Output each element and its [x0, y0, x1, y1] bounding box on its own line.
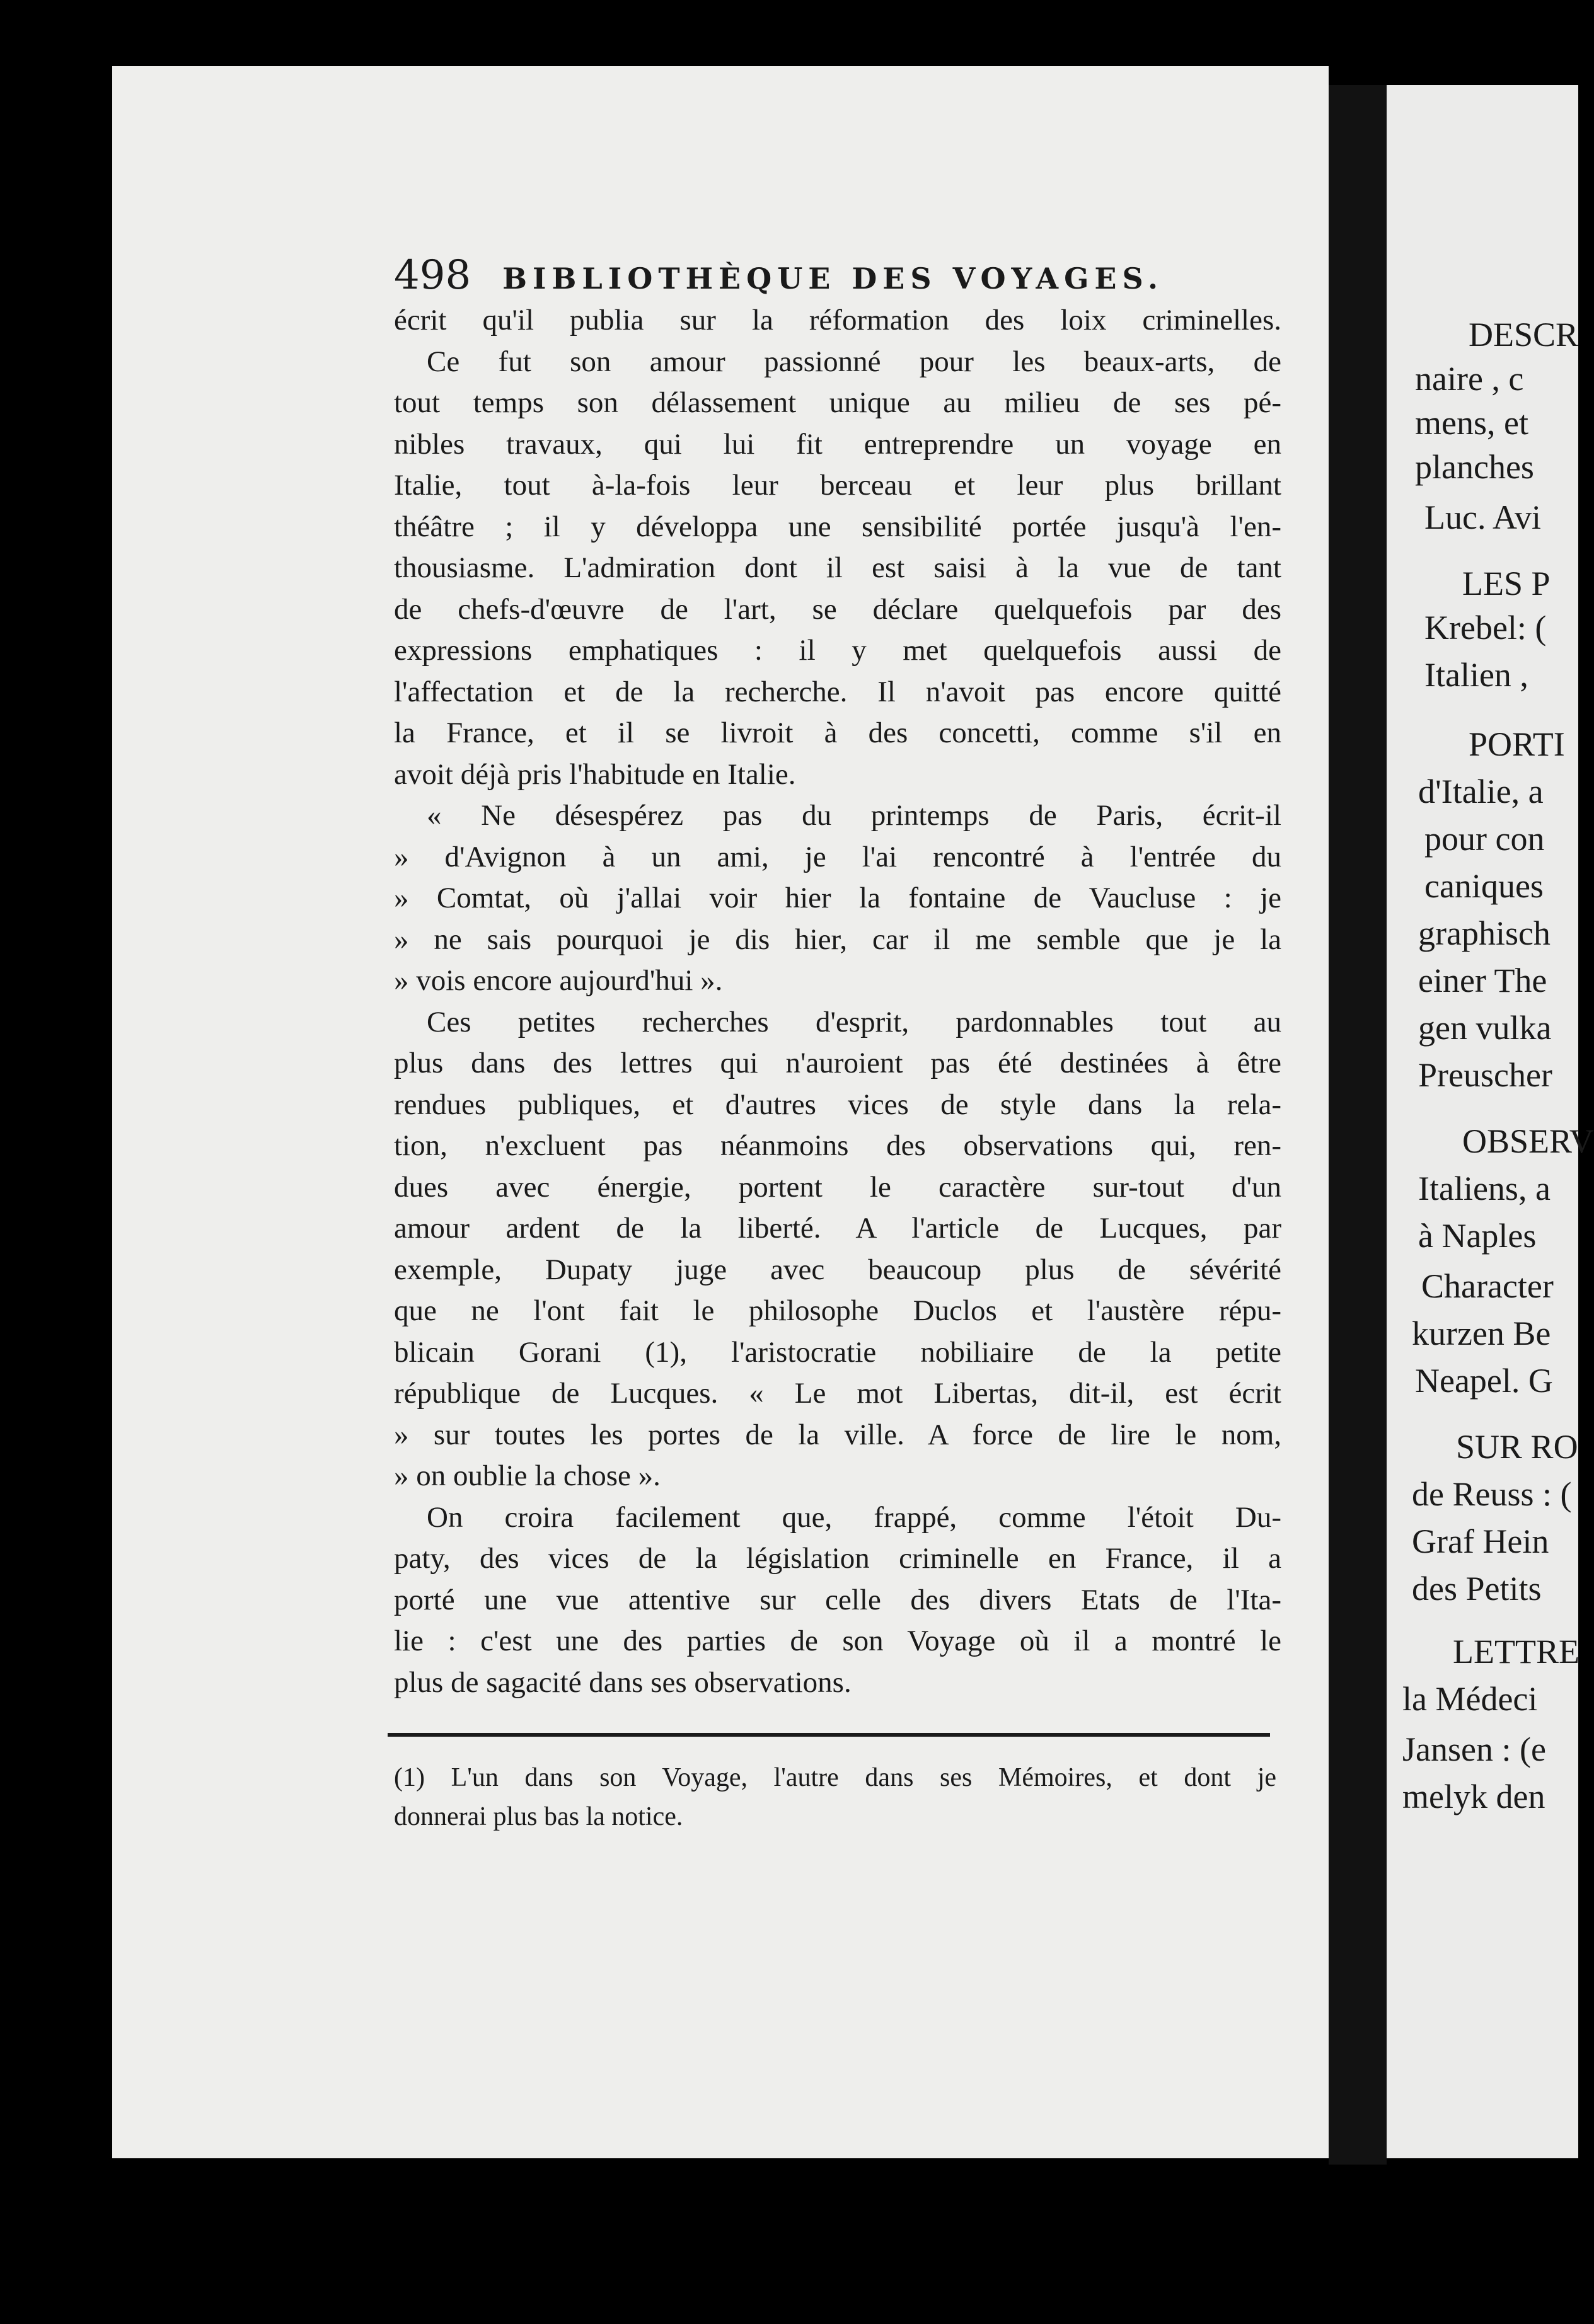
right-page-line: LETTRE [1453, 1633, 1580, 1671]
right-page-line: DESCR [1469, 316, 1579, 354]
text-line: « Ne désespérez pas du printemps de Paris, écrit-il [427, 799, 1281, 832]
text-line: avoit déjà pris l'habitude en Italie. [394, 757, 796, 791]
text-line: dues avec énergie, portent le caractère sur-tout d'un [394, 1170, 1281, 1204]
text-line: » vois encore aujourd'hui ». [394, 964, 723, 997]
right-page-line: Italiens, a [1418, 1170, 1551, 1207]
right-page-line: Luc. Avi [1424, 498, 1541, 536]
text-line: lie : c'est une des parties de son Voyage où il a montré le [394, 1625, 1281, 1657]
right-page-line: SUR RO [1456, 1428, 1578, 1466]
text-line: expressions emphatiques : il y met quelquefois aussi de [394, 634, 1281, 667]
footnote-rule [388, 1733, 1270, 1737]
text-line: plus dans des lettres qui n'auroient pas été destinées à être [394, 1047, 1281, 1079]
body-text [394, 300, 1281, 1703]
text-line: tion, n'excluent pas néanmoins des observations qui, ren- [394, 1129, 1281, 1162]
text-line: porté une vue attentive sur celle des divers Etats de l'Ita- [394, 1583, 1281, 1616]
text-line: amour ardent de la liberté. A l'article de Lucques, par [394, 1212, 1281, 1245]
text-line: Ces petites recherches d'esprit, pardonnables tout au [427, 1005, 1281, 1038]
text-line: Italie, tout à-la-fois leur berceau et leur plus brillant [394, 469, 1281, 502]
book-gutter [1329, 85, 1387, 2165]
text-line: thousiasme. L'admiration dont il est saisi à la vue de tant [394, 551, 1281, 584]
right-page-line: caniques [1424, 867, 1544, 905]
right-page-line: OBSERV [1462, 1122, 1594, 1160]
text-line: écrit qu'il publia sur la réformation des loix criminelles. [394, 304, 1281, 337]
right-page-line: melyk den [1402, 1778, 1545, 1815]
right-page-line: Italien , [1424, 656, 1528, 694]
text-line: On croira facilement que, frappé, comme l'étoit Du- [427, 1500, 1281, 1534]
text-line: blicain Gorani (1), l'aristocratie nobiliaire de la petite [394, 1335, 1281, 1369]
right-page-line: à Naples [1418, 1217, 1537, 1255]
text-line: la France, et il se livroit à des concetti, comme s'il en [394, 716, 1281, 749]
right-page-line: LES P [1462, 565, 1551, 602]
right-page-line: Jansen : (e [1402, 1730, 1546, 1768]
right-page-line: de Reuss : ( [1412, 1475, 1572, 1513]
footnote-line: (1) L'un dans son Voyage, l'autre dans ses Mémoires, et dont je [394, 1763, 1276, 1792]
page-header [394, 252, 1283, 302]
text-line: exemple, Dupaty juge avec beaucoup plus de sévérité [394, 1253, 1281, 1286]
text-line: rendues publiques, et d'autres vices de style dans la rela- [394, 1088, 1281, 1121]
right-page-line: Krebel: ( [1424, 609, 1547, 647]
right-page-line: des Petits [1412, 1570, 1542, 1608]
text-line: » ne sais pourquoi je dis hier, car il me semble que je la [394, 923, 1281, 956]
text-line: » on oublie la chose ». [394, 1459, 661, 1492]
right-page-line: la Médeci [1402, 1680, 1538, 1718]
right-page-line: Character [1421, 1267, 1554, 1305]
right-page-line: d'Italie, a [1418, 773, 1544, 810]
right-page-line: planches [1415, 448, 1534, 486]
right-page-line: pour con [1424, 820, 1545, 858]
right-page-line: Neapel. G [1415, 1362, 1553, 1400]
right-page-line: mens, et [1415, 404, 1528, 442]
text-line: que ne l'ont fait le philosophe Duclos et l'austère répu- [394, 1294, 1281, 1327]
text-line: » Comtat, où j'allai voir hier la fontaine de Vaucluse : je [394, 882, 1281, 914]
text-line: de chefs-d'œuvre de l'art, se déclare quelquefois par des [394, 592, 1281, 626]
right-page-line: Preuscher [1418, 1056, 1552, 1094]
text-line: tout temps son délassement unique au milieu de ses pé- [394, 386, 1281, 419]
text-line: paty, des vices de la législation criminelle en France, il a [394, 1542, 1281, 1575]
right-page-line: kurzen Be [1412, 1314, 1551, 1352]
page-number: 498 [394, 252, 471, 299]
right-page-line: einer The [1418, 962, 1547, 999]
running-head: BIBLIOTHÈQUE DES VOYAGES. [502, 262, 1164, 296]
right-page-line: PORTI [1469, 725, 1565, 763]
right-page-line: graphisch [1418, 914, 1551, 952]
right-page-line: Graf Hein [1412, 1522, 1549, 1560]
right-page-line: gen vulka [1418, 1009, 1552, 1047]
text-line: » d'Avignon à un ami, je l'ai rencontré à l'entrée du [394, 840, 1281, 873]
text-line: l'affectation et de la recherche. Il n'avoit pas encore quitté [394, 675, 1281, 708]
footnote-line: donnerai plus bas la notice. [394, 1802, 683, 1831]
text-line: plus de sagacité dans ses observations. [394, 1665, 852, 1699]
text-line: république de Lucques. « Le mot Libertas, dit-il, est écrit [394, 1377, 1281, 1410]
text-line: nibles travaux, qui lui fit entreprendre un voyage en [394, 427, 1281, 461]
footnote [394, 1758, 1276, 1836]
right-page-line: naire , c [1415, 360, 1524, 398]
text-line: théâtre ; il y développa une sensibilité portée jusqu'à l'en- [394, 510, 1281, 543]
text-line: Ce fut son amour passionné pour les beaux-arts, de [427, 345, 1281, 378]
text-line: » sur toutes les portes de la ville. A force de lire le nom, [394, 1418, 1281, 1451]
